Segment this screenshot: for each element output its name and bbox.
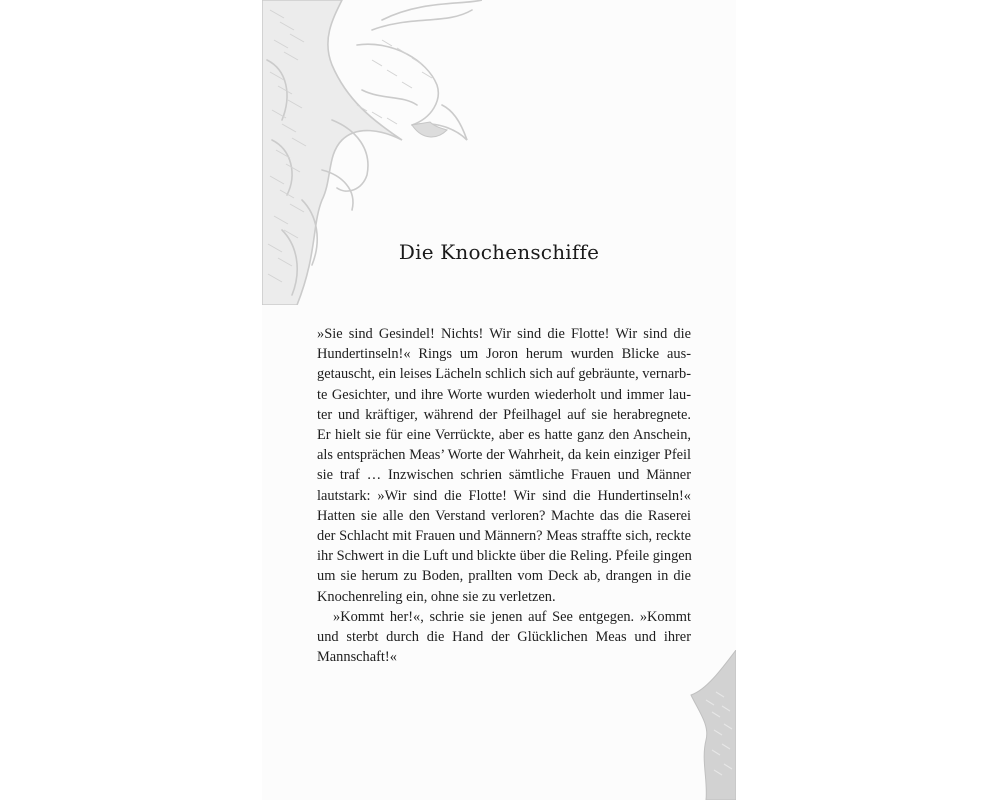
paragraph bbox=[317, 324, 691, 607]
book-page bbox=[262, 0, 736, 800]
paragraph bbox=[317, 607, 691, 668]
text-line: Hatten sie alle den Verstand verloren? Machte das die Raserei bbox=[317, 507, 691, 524]
text-line: Mannschaft!« bbox=[317, 649, 397, 666]
text-line: Er hielt sie für eine Verrückte, aber es hatte ganz den Anschein, bbox=[317, 427, 691, 444]
text-line: te Gesichter, und ihre Worte wurden wiederholt und immer lau- bbox=[317, 386, 691, 403]
text-line: ter und kräftiger, während der Pfeilhagel auf sie herabregnete. bbox=[317, 406, 691, 423]
text-line: »Kommt her!«, schrie sie jenen auf See entgegen. »Kommt bbox=[333, 608, 691, 625]
text-line: und sterbt durch die Hand der Glücklichen Meas und ihrer bbox=[317, 629, 691, 646]
dragon-tail-illustration bbox=[676, 650, 736, 800]
text-line: sie traf … Inzwischen schrien sämtliche Frauen und Männer bbox=[317, 467, 691, 484]
text-line: um sie herum zu Boden, prallten vom Deck ab, drangen in die bbox=[317, 568, 691, 585]
text-line: getauscht, ein leises Lächeln schlich sich auf gebräunte, vernarb- bbox=[317, 366, 692, 383]
chapter-title: Die Knochenschiffe bbox=[398, 240, 600, 264]
text-line: als entsprächen Meas’ Worte der Wahrheit, da kein einziger Pfeil bbox=[317, 447, 691, 464]
text-line: ihr Schwert in die Luft und blickte über die Reling. Pfeile gingen bbox=[317, 548, 692, 565]
text-line: lautstark: »Wir sind die Flotte! Wir sind die Hundertinseln!« bbox=[317, 487, 691, 504]
text-line: Hundertinseln!« Rings um Joron herum wurden Blicke aus- bbox=[317, 346, 691, 363]
chapter-body bbox=[317, 324, 691, 667]
text-line: Knochenreling ein, ohne sie zu verletzen. bbox=[317, 588, 556, 605]
text-line: der Schlacht mit Frauen und Männern? Meas straffte sich, reckte bbox=[317, 528, 691, 545]
text-line: »Sie sind Gesindel! Nichts! Wir sind die Flotte! Wir sind die bbox=[317, 326, 691, 342]
